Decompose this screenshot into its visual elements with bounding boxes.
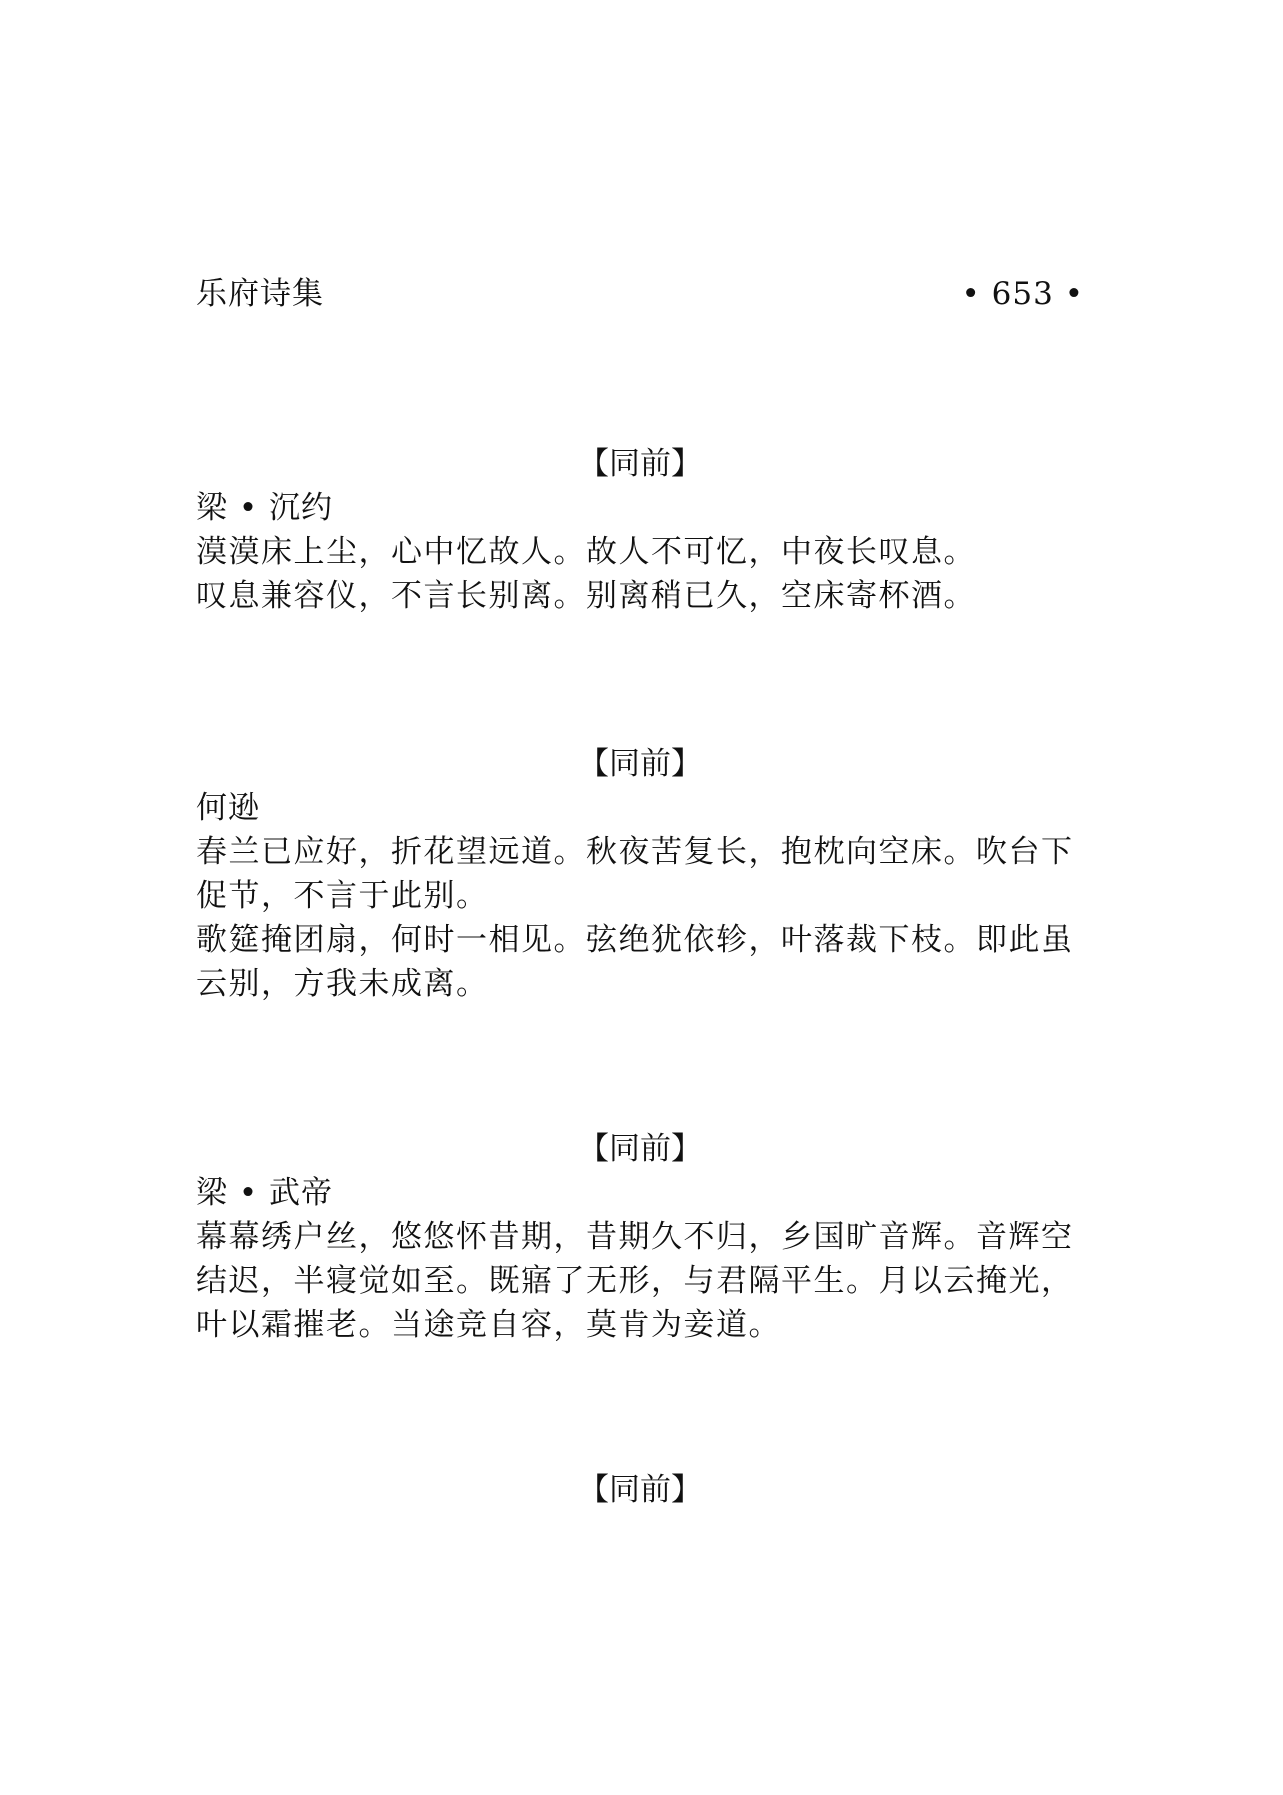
poem-entry — [196, 442, 1096, 618]
poem-entry — [196, 1127, 1096, 1347]
book-title: 乐府诗集 — [196, 276, 324, 312]
poem-line: 幕幕绣户丝，悠悠怀昔期，昔期久不归，乡国旷音辉。音辉空 — [196, 1219, 1074, 1255]
poem-heading: 【同前】 — [578, 746, 702, 782]
poem-line: 叹息兼容仪，不言长别离。别离稍已久，空床寄杯酒。 — [196, 578, 976, 614]
running-head — [196, 272, 1084, 316]
poem-entry — [196, 742, 1096, 1006]
poem-line: 结迟，半寝觉如至。既寤了无形，与君隔平生。月以云掩光， — [196, 1263, 1074, 1299]
poem-line: 春兰已应好，折花望远道。秋夜苦复长，抱枕向空床。吹台下 — [196, 834, 1074, 870]
poem-line: 叶以霜摧老。当途竞自容，莫肯为妾道。 — [196, 1307, 781, 1343]
poem-entry — [196, 1468, 1096, 1512]
poem-line: 云别，方我未成离。 — [196, 966, 489, 1002]
poem-line: 歌筵掩团扇，何时一相见。弦绝犹依轸，叶落裁下枝。即此虽 — [196, 922, 1074, 958]
poem-author: 梁 • 武帝 — [196, 1175, 333, 1211]
page-number: • 653 • — [961, 276, 1084, 312]
poem-heading: 【同前】 — [578, 1131, 702, 1167]
poem-line: 漠漠床上尘，心中忆故人。故人不可忆，中夜长叹息。 — [196, 534, 976, 570]
poem-author: 梁 • 沉约 — [196, 490, 333, 526]
poem-author: 何逊 — [196, 790, 260, 826]
poem-line: 促节，不言于此别。 — [196, 878, 489, 914]
poem-heading: 【同前】 — [578, 1472, 702, 1508]
poem-heading: 【同前】 — [578, 446, 702, 482]
